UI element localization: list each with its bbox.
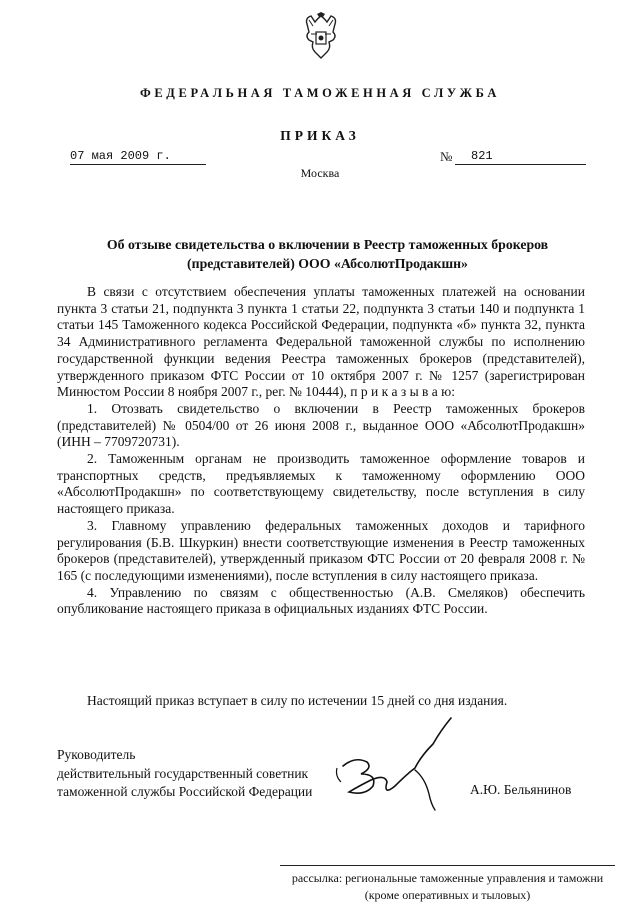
signatory-position: [57, 746, 312, 802]
preamble-paragraph: В связи с отсутствием обеспечения уплаты таможенных платежей на основании пункта 3 статьи 21, подпункта 3 пункта 1 статьи 22, подпункта 3 статьи 140 и подпункта 1 статьи 145 Таможенного кодекса Российской Федерации, подпункта «б» пункта 32, пункта 34 Административного регламента Федеральной таможенной службы по исполнению государственной функции ведения Реестра таможенных брокеров (представителей), утвержденного приказом ФТС России от 10 октября 2007 г. № 1257 (зарегистрирован Минюстом России 8 ноября 2007 г., рег. № 10444), п р и к а з ы в а ю:: [57, 284, 585, 400]
distribution-divider: [280, 865, 615, 866]
handwritten-signature: [325, 716, 475, 812]
order-item-4: 4. Управлению по связям с общественностью (А.В. Смеляков) обеспечить опубликование настоящего приказа в официальных изданиях ФТС России.: [57, 584, 585, 617]
order-body: [57, 284, 585, 618]
subject-line-1: Об отзыве свидетельства о включении в Реестр таможенных брокеров: [106, 237, 549, 252]
city: Москва: [300, 166, 340, 180]
order-subject: [70, 235, 585, 273]
distribution-line-2: (кроме оперативных и тыловых): [364, 888, 531, 902]
signatory-name: А.Ю. Бельянинов: [470, 782, 572, 797]
position-line-2: действительный государственный советник: [57, 765, 309, 781]
agency-title: ФЕДЕРАЛЬНАЯ ТАМОЖЕННАЯ СЛУЖБА: [140, 86, 500, 100]
document-type: ПРИКАЗ: [280, 128, 360, 143]
order-item-3: 3. Главному управлению федеральных таможенных доходов и тарифного регулирования (Б.В. Шкуркин) внести соответствующие изменения в Реестр таможенных брокеров (представителей), утвержденный приказом ФТС России от 20 февраля 2008 г. № 165 (с последующими изменениями), после вступления в силу настоящего приказа.: [57, 517, 585, 583]
order-item-1: 1. Отозвать свидетельство о включении в Реестр таможенных брокеров (представителей) № 0504/00 от 26 июня 2008 г., выданное ООО «АбсолютПродакшн» (ИНН – 7709720731).: [57, 400, 585, 450]
number-label: №: [440, 149, 453, 164]
coat-of-arms-emblem: [301, 12, 341, 60]
position-line-1: Руководитель: [57, 747, 136, 762]
subject-line-2: (представителей) ООО «АбсолютПродакшн»: [187, 256, 468, 271]
position-line-3: таможенной службы Российской Федерации: [57, 784, 313, 799]
distribution-line-1: рассылка: региональные таможенные управления и таможни: [291, 871, 604, 885]
order-date: 07 мая 2009 г.: [70, 149, 206, 165]
order-number-block: [440, 149, 586, 165]
closing-paragraph: Настоящий приказ вступает в силу по истечении 15 дней со дня издания.: [87, 693, 508, 708]
order-item-2: 2. Таможенным органам не производить таможенное оформление товаров и транспортных средств, предъявляемых к таможенному оформлению ООО «АбсолютПродакшн» по соответствующему свидетельству, после вступления в силу настоящего приказа.: [57, 451, 585, 517]
order-number: 821: [455, 149, 586, 165]
distribution-list: [280, 870, 615, 904]
